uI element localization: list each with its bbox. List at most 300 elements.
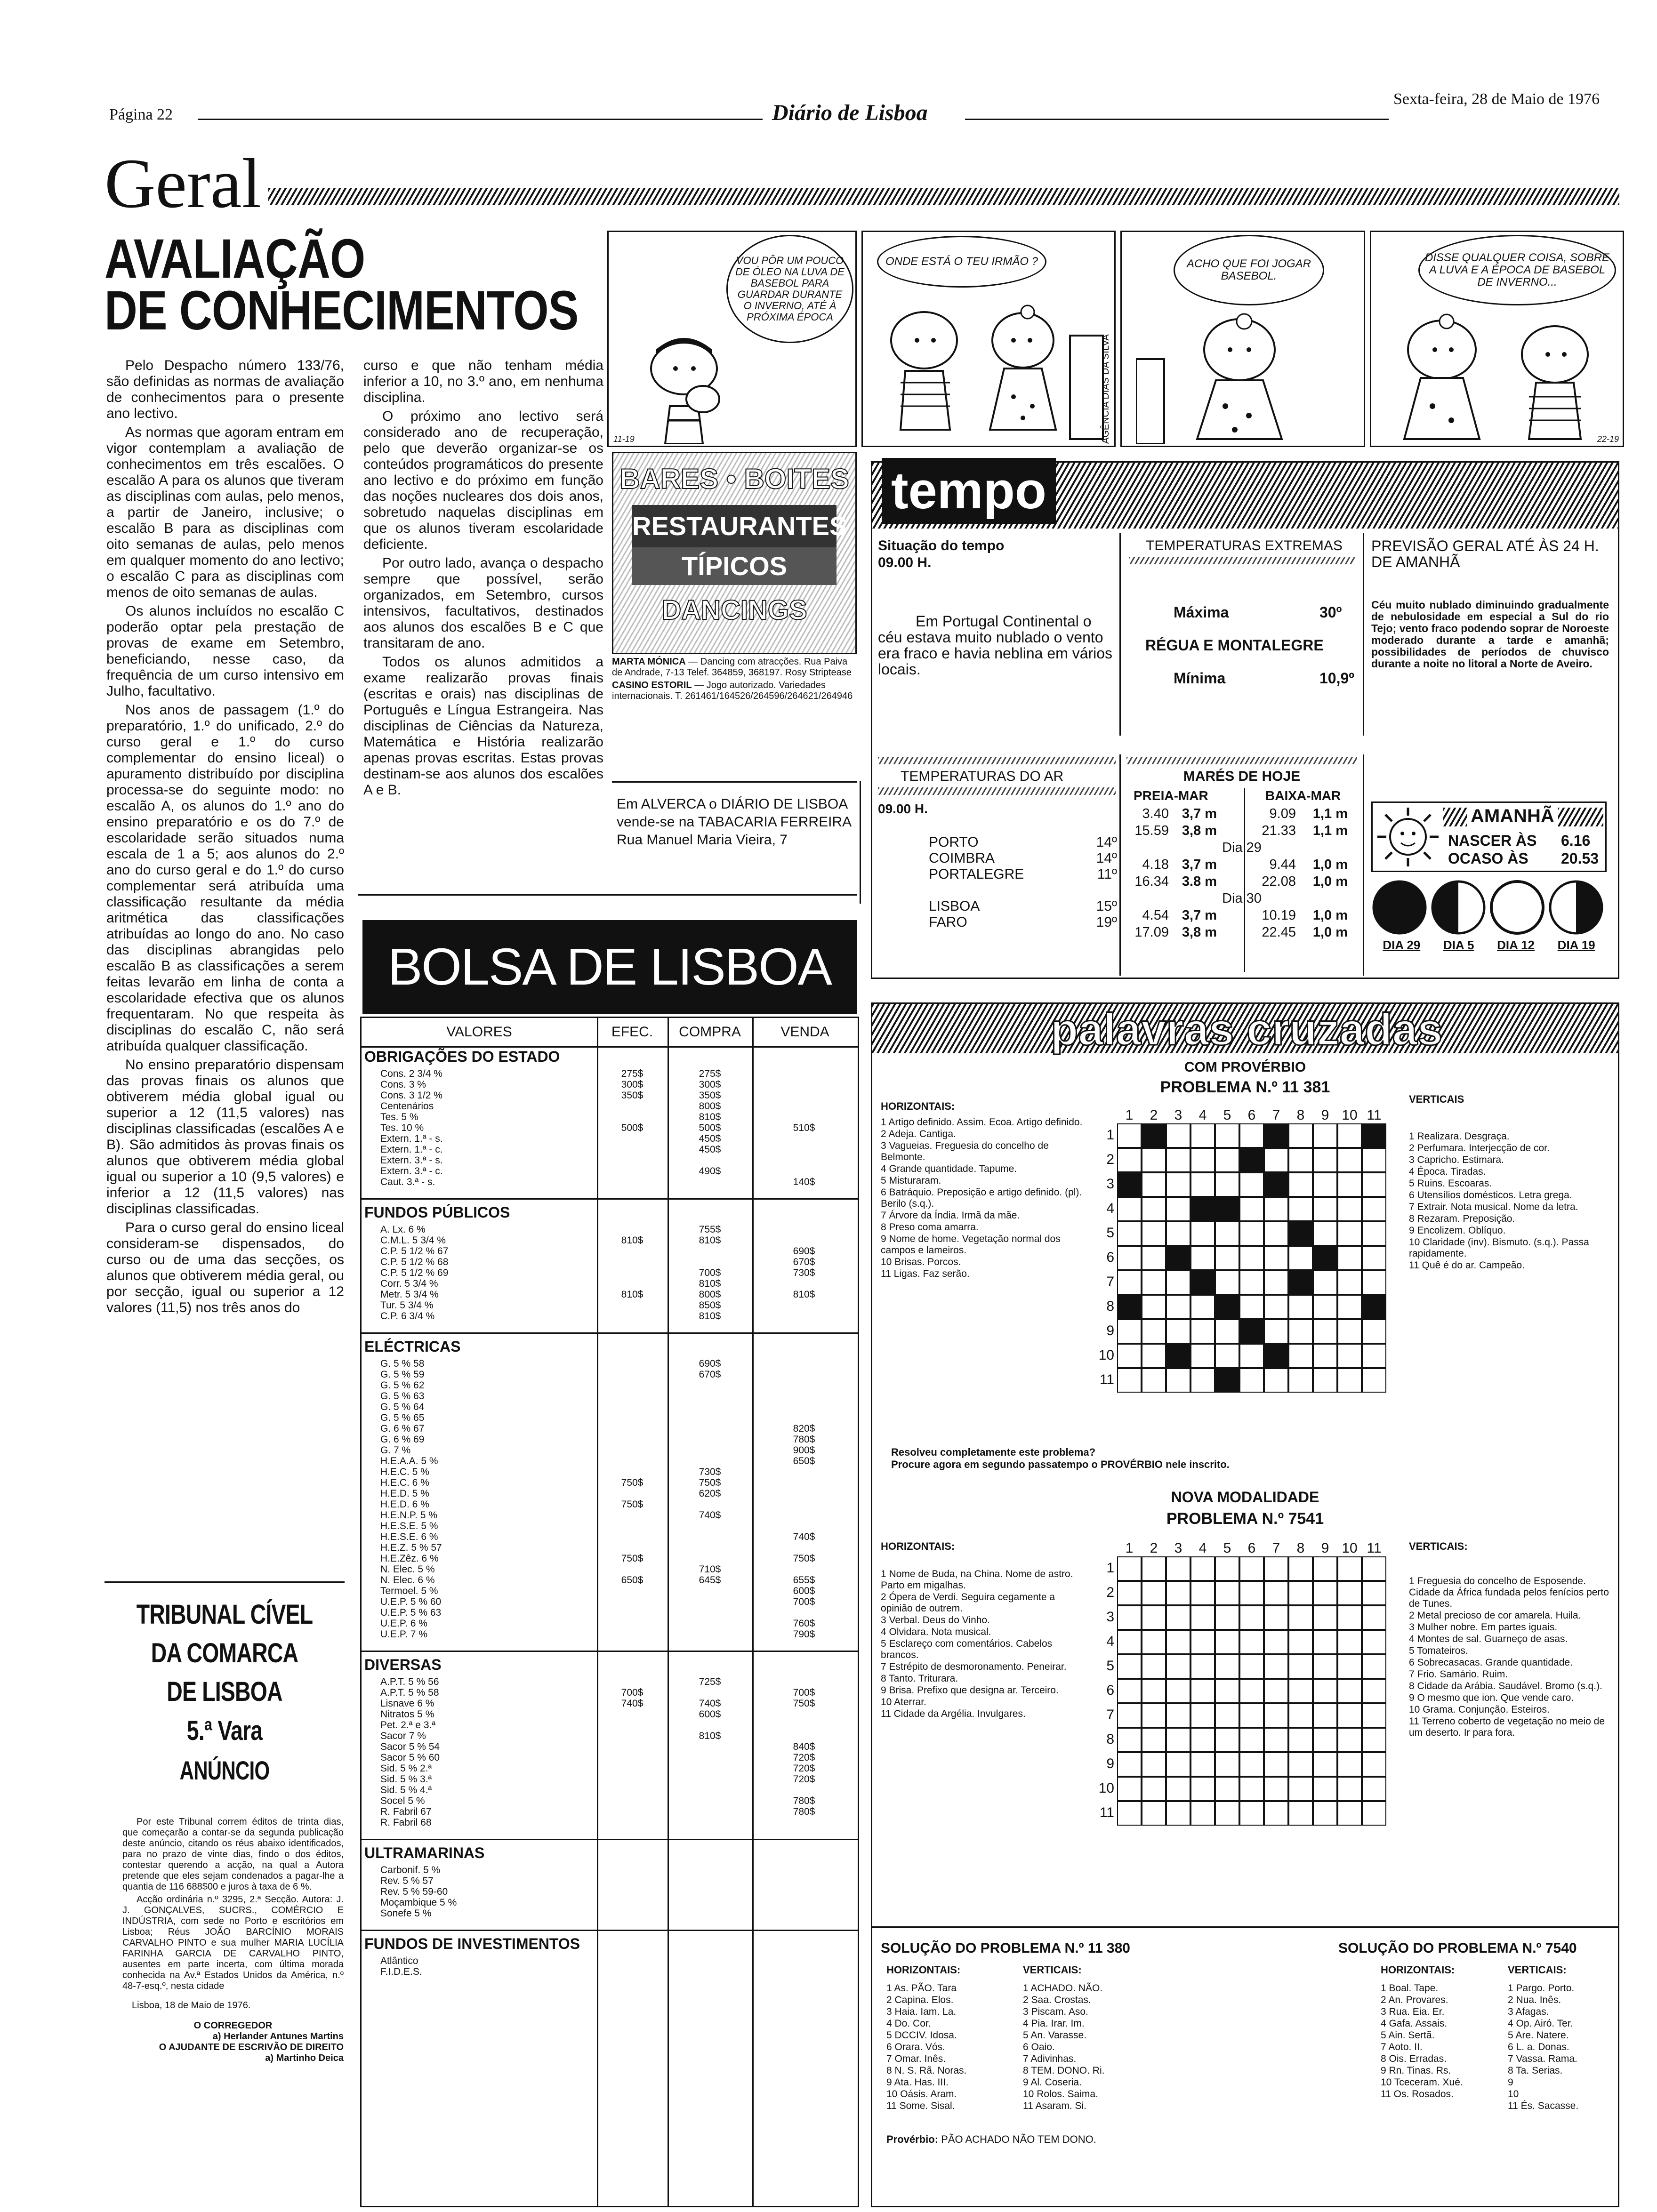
grid-cell[interactable] [1215,1605,1239,1630]
grid-cell[interactable] [1190,1777,1215,1801]
grid-cell[interactable] [1239,1581,1264,1605]
grid-cell[interactable] [1337,1777,1362,1801]
grid-cell[interactable] [1142,1344,1166,1368]
bolsa-price [599,1774,665,1785]
solution-entry: 1 As. PÃO. Tara [886,1983,957,1994]
clue: 9 Nome de home. Vegetação normal dos campos e lameiros. [881,1234,1061,1256]
grid-cell[interactable] [1190,1752,1215,1777]
grid-cell[interactable] [1117,1605,1142,1630]
grid-cell[interactable] [1239,1777,1264,1801]
grid-cell[interactable] [1142,1270,1166,1295]
grid-cell[interactable] [1166,1295,1190,1319]
grid-cell[interactable] [1215,1630,1239,1654]
grid-block-cell [1117,1295,1142,1319]
grid-cell[interactable] [1117,1703,1142,1728]
bolsa-price [599,1796,665,1806]
grid-cell[interactable] [1313,1777,1337,1801]
grid-cell[interactable] [1239,1728,1264,1752]
grid-cell[interactable] [1288,1801,1313,1826]
grid-cell[interactable] [1313,1295,1337,1319]
grid-cell[interactable] [1142,1221,1166,1246]
grid-cell[interactable] [1166,1752,1190,1777]
grid-row-number: 10 [1098,1780,1114,1796]
grid-cell[interactable] [1215,1581,1239,1605]
crossword-grid-2[interactable] [1094,1540,1385,1842]
grid-cell[interactable] [1215,1172,1239,1197]
grid-cell[interactable] [1313,1679,1337,1703]
grid-cell[interactable] [1362,1581,1386,1605]
grid-cell[interactable] [1313,1344,1337,1368]
comic-panel-4 [1370,231,1624,447]
grid-cell[interactable] [1337,1752,1362,1777]
grid-cell[interactable] [1190,1319,1215,1344]
grid-cell[interactable] [1362,1270,1386,1295]
problem-1-title: PROBLEMA N.º 11 381 [1160,1078,1330,1096]
grid-cell[interactable] [1215,1123,1239,1148]
grid-cell[interactable] [1215,1679,1239,1703]
grid-cell[interactable] [1239,1654,1264,1679]
grid-cell[interactable] [1288,1752,1313,1777]
grid-cell[interactable] [1337,1319,1362,1344]
grid-cell[interactable] [1239,1246,1264,1270]
grid-cell[interactable] [1313,1605,1337,1630]
grid-cell[interactable] [1215,1777,1239,1801]
grid-cell[interactable] [1117,1556,1142,1581]
bolsa-price: 140$ [793,1177,815,1187]
grid-cell[interactable] [1288,1581,1313,1605]
grid-cell[interactable] [1166,1777,1190,1801]
grid-block-cell [1313,1246,1337,1270]
grid-cell[interactable] [1288,1148,1313,1172]
grid-cell[interactable] [1166,1801,1190,1826]
moon-day: DIA 5 [1443,938,1474,952]
grid-cell[interactable] [1264,1556,1288,1581]
grid-cell[interactable] [1288,1319,1313,1344]
grid-cell[interactable] [1337,1270,1362,1295]
grid-cell[interactable] [1142,1368,1166,1393]
grid-cell[interactable] [1190,1801,1215,1826]
grid-cell[interactable] [1142,1654,1166,1679]
grid-cell[interactable] [1166,1368,1190,1393]
bolsa-price [599,1731,665,1741]
grid-cell[interactable] [1337,1703,1362,1728]
grid-cell[interactable] [1362,1319,1386,1344]
grid-cell[interactable] [1337,1172,1362,1197]
grid-cell[interactable] [1142,1246,1166,1270]
grid-cell[interactable] [1264,1654,1288,1679]
bolsa-price [599,1435,665,1445]
grid-cell[interactable] [1117,1630,1142,1654]
grid-cell[interactable] [1288,1344,1313,1368]
grid-cell[interactable] [1362,1556,1386,1581]
grid-cell[interactable] [1142,1319,1166,1344]
grid-cell[interactable] [1264,1605,1288,1630]
grid-cell[interactable] [1142,1777,1166,1801]
grid-cell[interactable] [1337,1605,1362,1630]
grid-cell[interactable] [1142,1679,1166,1703]
tide-day: Dia 29 [1222,840,1262,855]
grid-cell[interactable] [1142,1605,1166,1630]
grid-block-cell [1215,1197,1239,1221]
clue: 7 Estrépito de desmoronamento. Peneirar. [881,1661,1067,1672]
grid-cell[interactable] [1362,1801,1386,1826]
grid-cell[interactable] [1264,1270,1288,1295]
grid-cell[interactable] [1288,1703,1313,1728]
grid-cell[interactable] [1362,1777,1386,1801]
bolsa-price [670,1796,750,1806]
grid-cell[interactable] [1190,1654,1215,1679]
grid-block-cell [1288,1270,1313,1295]
grid-cell[interactable] [1190,1368,1215,1393]
grid-cell[interactable] [1142,1581,1166,1605]
grid-cell[interactable] [1337,1801,1362,1826]
grid-cell[interactable] [1166,1703,1190,1728]
grid-cell[interactable] [1288,1172,1313,1197]
grid-cell[interactable] [1288,1123,1313,1148]
bolsa-price [670,1586,750,1596]
bolsa-price: 350$ [699,1090,721,1101]
grid-cell[interactable] [1166,1319,1190,1344]
clue: 4 Época. Tiradas. [1409,1166,1486,1177]
grid-cell[interactable] [1288,1556,1313,1581]
bolsa-price [755,1370,853,1380]
grid-cell[interactable] [1190,1630,1215,1654]
grid-cell[interactable] [1288,1728,1313,1752]
grid-cell[interactable] [1264,1221,1288,1246]
grid-cell[interactable] [1166,1654,1190,1679]
grid-cell[interactable] [1142,1295,1166,1319]
grid-cell[interactable] [1288,1605,1313,1630]
tides-low-label: BAIXA-MAR [1265,788,1341,803]
grid-cell[interactable] [1264,1148,1288,1172]
grid-cell[interactable] [1215,1344,1239,1368]
grid-block-cell [1362,1295,1386,1319]
grid-block-cell [1142,1123,1166,1148]
bolsa-security-name: H.E.N.P. 5 % [380,1510,437,1521]
grid-cell[interactable] [1215,1221,1239,1246]
grid-cell[interactable] [1166,1728,1190,1752]
grid-cell[interactable] [1142,1148,1166,1172]
grid-cell[interactable] [1190,1148,1215,1172]
grid-cell[interactable] [1166,1197,1190,1221]
grid-cell[interactable] [1117,1801,1142,1826]
grid-cell[interactable] [1362,1197,1386,1221]
grid-cell[interactable] [1190,1221,1215,1246]
comic-date-code-2: 22-19 [1597,434,1619,444]
grid-cell[interactable] [1362,1703,1386,1728]
grid-cell[interactable] [1117,1221,1142,1246]
grid-cell[interactable] [1239,1172,1264,1197]
grid-cell[interactable] [1362,1605,1386,1630]
bolsa-top-rule [358,894,857,896]
grid-cell[interactable] [1264,1368,1288,1393]
grid-cell[interactable] [1337,1728,1362,1752]
grid-cell[interactable] [1313,1368,1337,1393]
grid-cell[interactable] [1264,1752,1288,1777]
solution-entry: 4 Op. Airó. Ter. [1508,2018,1573,2029]
grid-cell[interactable] [1337,1246,1362,1270]
grid-cell[interactable] [1362,1728,1386,1752]
grid-cell[interactable] [1239,1295,1264,1319]
grid-cell[interactable] [1190,1605,1215,1630]
clue: 4 Grande quantidade. Tapume. [881,1163,1017,1174]
city-name: FARO [929,914,967,930]
grid-cell[interactable] [1142,1703,1166,1728]
bolsa-price: 850$ [699,1300,721,1311]
grid-cell[interactable] [1362,1679,1386,1703]
grid-cell[interactable] [1337,1295,1362,1319]
solution-entry: 7 Omar. Inês. [886,2053,946,2064]
grid-cell[interactable] [1117,1319,1142,1344]
grid-cell[interactable] [1215,1556,1239,1581]
grid-cell[interactable] [1313,1630,1337,1654]
bolsa-price [599,1619,665,1629]
grid-cell[interactable] [1264,1295,1288,1319]
grid-cell[interactable] [1190,1344,1215,1368]
bolsa-price [755,1898,853,1908]
grid-cell[interactable] [1362,1148,1386,1172]
grid-cell[interactable] [1288,1679,1313,1703]
grid-cell[interactable] [1288,1654,1313,1679]
grid-cell[interactable] [1215,1246,1239,1270]
grid-cell[interactable] [1313,1556,1337,1581]
grid-cell[interactable] [1362,1246,1386,1270]
grid-cell[interactable] [1239,1556,1264,1581]
bolsa-security-name: U.E.P. 6 % [380,1618,427,1629]
grid-cell[interactable] [1264,1319,1288,1344]
bolsa-price: 750$ [793,1698,815,1709]
grid-cell[interactable] [1313,1319,1337,1344]
grid-cell[interactable] [1313,1654,1337,1679]
grid-cell[interactable] [1264,1197,1288,1221]
grid-cell[interactable] [1313,1172,1337,1197]
grid-cell[interactable] [1313,1148,1337,1172]
grid-cell[interactable] [1190,1556,1215,1581]
grid-cell[interactable] [1117,1752,1142,1777]
grid-block-cell [1264,1344,1288,1368]
grid-cell[interactable] [1362,1221,1386,1246]
grid-cell[interactable] [1117,1777,1142,1801]
grid-cell[interactable] [1166,1172,1190,1197]
grid-cell[interactable] [1239,1679,1264,1703]
bolsa-security-name: Sid. 5 % 4.ª [380,1785,432,1795]
grid-cell[interactable] [1190,1728,1215,1752]
bolsa-price [755,1785,853,1795]
grid-cell[interactable] [1313,1197,1337,1221]
grid-cell[interactable] [1142,1728,1166,1752]
grid-cell[interactable] [1313,1581,1337,1605]
grid-cell[interactable] [1264,1703,1288,1728]
grid-cell[interactable] [1313,1801,1337,1826]
solution-entry: 8 N. S. Rã. Noras. [886,2065,967,2076]
grid-cell[interactable] [1190,1703,1215,1728]
grid-row-number: 5 [1106,1658,1114,1674]
grid-cell[interactable] [1264,1630,1288,1654]
bolsa-section-title: ULTRAMARINAS [364,1844,485,1861]
bolsa-price [599,1898,665,1908]
grid-cell[interactable] [1239,1703,1264,1728]
grid-cell[interactable] [1117,1270,1142,1295]
solution-1-horizontal [886,1983,1018,2112]
grid-cell[interactable] [1239,1630,1264,1654]
bolsa-price [599,1246,665,1257]
grid-cell[interactable] [1166,1221,1190,1246]
grid-cell[interactable] [1117,1148,1142,1172]
grid-cell[interactable] [1264,1777,1288,1801]
grid-cell[interactable] [1117,1197,1142,1221]
grid-cell[interactable] [1264,1801,1288,1826]
grid-cell[interactable] [1288,1246,1313,1270]
grid-cell[interactable] [1264,1679,1288,1703]
tide-height: 1,0 m [1312,925,1348,940]
grid-cell[interactable] [1288,1368,1313,1393]
grid-cell[interactable] [1239,1752,1264,1777]
grid-cell[interactable] [1313,1221,1337,1246]
grid-cell[interactable] [1117,1654,1142,1679]
grid-cell[interactable] [1313,1703,1337,1728]
grid-cell[interactable] [1166,1679,1190,1703]
bolsa-security-name: H.E.C. 6 % [380,1477,429,1488]
bolsa-price [599,1359,665,1369]
sally-figure [1136,303,1352,444]
grid-cell[interactable] [1239,1221,1264,1246]
solution-entry: 11 Asaram. Si. [1023,2100,1087,2111]
grid-cell[interactable] [1337,1630,1362,1654]
grid-cell[interactable] [1362,1344,1386,1368]
bolsa-price: 730$ [793,1267,815,1278]
grid-cell[interactable] [1337,1654,1362,1679]
bolsa-price: 810$ [699,1235,721,1246]
grid-cell[interactable] [1215,1752,1239,1777]
grid-cell[interactable] [1337,1581,1362,1605]
grid-cell[interactable] [1117,1728,1142,1752]
grid-cell[interactable] [1337,1344,1362,1368]
solution-entry: 3 Afagas. [1508,2006,1549,2017]
grid-block-cell [1215,1368,1239,1393]
grid-cell[interactable] [1239,1801,1264,1826]
grid-cell[interactable] [1166,1123,1190,1148]
grid-cell[interactable] [1117,1679,1142,1703]
grid-cell[interactable] [1337,1148,1362,1172]
grid-cell[interactable] [1215,1728,1239,1752]
grid-cell[interactable] [1215,1270,1239,1295]
grid-cell[interactable] [1117,1123,1142,1148]
bolsa-price: 810$ [621,1235,643,1246]
grid-cell[interactable] [1117,1246,1142,1270]
grid-cell[interactable] [1288,1777,1313,1801]
grid-cell[interactable] [1117,1581,1142,1605]
grid-cell[interactable] [1142,1172,1166,1197]
solution-entry: 2 Nua. Inês. [1508,1995,1561,2005]
grid-cell[interactable] [1190,1172,1215,1197]
grid-cell[interactable] [1264,1246,1288,1270]
grid-cell[interactable] [1117,1344,1142,1368]
bolsa-security-name: Sonefe 5 % [380,1908,432,1919]
grid-block-cell [1190,1197,1215,1221]
grid-cell[interactable] [1142,1556,1166,1581]
grid-cell[interactable] [1337,1679,1362,1703]
sally-and-linus-figures [1381,303,1616,444]
clue: 11 Terreno coberto de vegetação no meio de um deserto. Ir para fora. [1409,1716,1605,1738]
grid-cell[interactable] [1337,1368,1362,1393]
grid-cell[interactable] [1166,1581,1190,1605]
grid-cell[interactable] [1190,1246,1215,1270]
grid-cell[interactable] [1142,1752,1166,1777]
grid-cell[interactable] [1239,1270,1264,1295]
crossword-grid-1[interactable] [1094,1107,1385,1409]
grid-cell[interactable] [1166,1630,1190,1654]
grid-cell[interactable] [1337,1123,1362,1148]
grid-cell[interactable] [1239,1368,1264,1393]
bolsa-security-name: A.P.T. 5 % 56 [380,1676,439,1687]
grid-cell[interactable] [1166,1556,1190,1581]
grid-cell[interactable] [1215,1319,1239,1344]
grid-cell[interactable] [1166,1270,1190,1295]
grid-cell[interactable] [1190,1295,1215,1319]
solution-entry: 5 Are. Natere. [1508,2030,1569,2041]
grid-cell[interactable] [1362,1752,1386,1777]
grid-column-number: 9 [1321,1540,1329,1556]
grid-cell[interactable] [1190,1679,1215,1703]
tide-height: 1,1 m [1312,806,1348,821]
grid-cell[interactable] [1166,1605,1190,1630]
grid-cell[interactable] [1362,1654,1386,1679]
tide-height: 3.8 m [1182,874,1217,889]
grid-cell[interactable] [1215,1148,1239,1172]
grid-cell[interactable] [1362,1368,1386,1393]
grid-cell[interactable] [1239,1344,1264,1368]
weather-situation-text: Em Portugal Continental o céu estava muito nublado o vento era fraco e havia neblina em vários locais. [878,613,1113,678]
grid-cell[interactable] [1215,1654,1239,1679]
grid-cell[interactable] [1117,1368,1142,1393]
bolsa-price [755,1134,853,1144]
solution-1-vertical [1023,1983,1164,2112]
grid-cell[interactable] [1337,1197,1362,1221]
max-location: RÉGUA E MONTALEGRE [1145,637,1324,654]
grid-cell[interactable] [1215,1801,1239,1826]
grid-cell[interactable] [1337,1556,1362,1581]
grid-cell[interactable] [1264,1728,1288,1752]
grid-cell[interactable] [1215,1703,1239,1728]
grid-cell[interactable] [1142,1197,1166,1221]
grid-cell[interactable] [1239,1123,1264,1148]
bolsa-price [599,1887,665,1897]
bolsa-section-title: ELÉCTRICAS [364,1338,461,1355]
grid-cell[interactable] [1142,1630,1166,1654]
grid-cell[interactable] [1313,1123,1337,1148]
grid-cell[interactable] [1239,1605,1264,1630]
grid-cell[interactable] [1288,1197,1313,1221]
grid-cell[interactable] [1239,1197,1264,1221]
grid-cell[interactable] [1337,1221,1362,1246]
grid-cell[interactable] [1313,1752,1337,1777]
grid-cell[interactable] [1288,1630,1313,1654]
grid-cell[interactable] [1313,1728,1337,1752]
grid-cell[interactable] [1362,1630,1386,1654]
bolsa-price [670,1424,750,1434]
grid-cell[interactable] [1313,1270,1337,1295]
grid-cell[interactable] [1166,1148,1190,1172]
grid-cell[interactable] [1190,1581,1215,1605]
grid-cell[interactable] [1142,1801,1166,1826]
grid-cell[interactable] [1362,1172,1386,1197]
grid-cell[interactable] [1288,1295,1313,1319]
bolsa-price: 755$ [699,1224,721,1235]
grid-cell[interactable] [1190,1123,1215,1148]
clue: 10 Aterrar. [881,1697,926,1707]
grid-cell[interactable] [1264,1581,1288,1605]
tribunal-title-3: DE LISBOA [167,1676,282,1707]
